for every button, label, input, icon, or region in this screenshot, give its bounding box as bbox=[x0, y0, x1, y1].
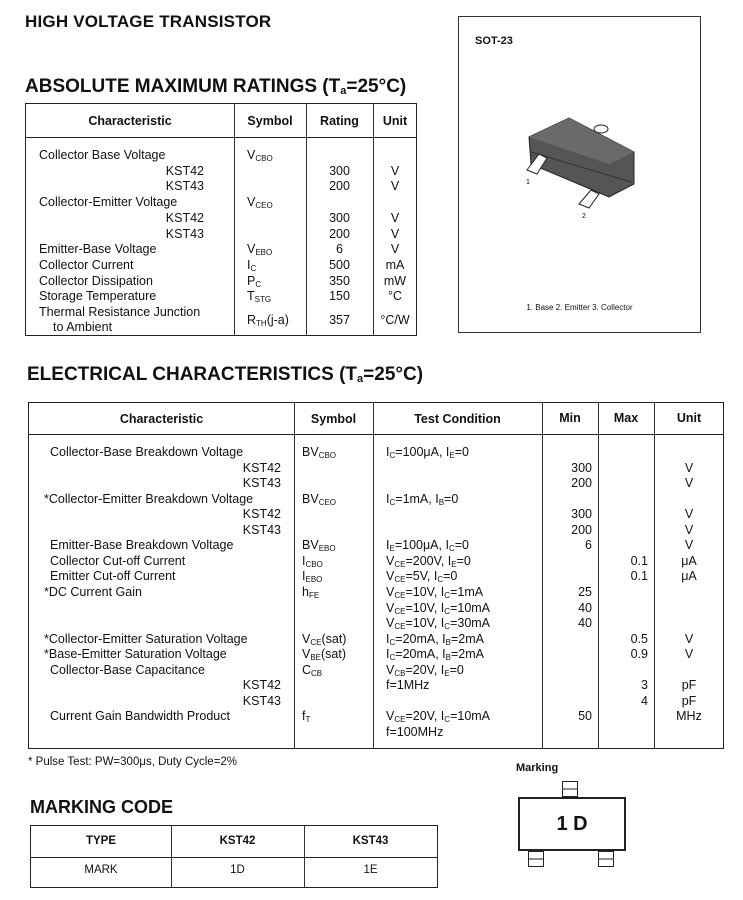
symbol-text: (sat) bbox=[321, 631, 347, 646]
test-condition-text: I bbox=[386, 647, 390, 662]
symbol-subscript: EBO bbox=[305, 575, 323, 585]
characteristic: *DC Current Gain bbox=[44, 584, 142, 599]
test-condition-subscript: E bbox=[444, 668, 450, 678]
unit: V bbox=[390, 226, 400, 241]
table-row bbox=[29, 445, 723, 461]
test-condition-text: =1mA bbox=[450, 584, 484, 599]
test-condition-text: =10V, I bbox=[405, 584, 445, 599]
test-condition-text: =200V, I bbox=[405, 553, 452, 568]
symbol-text: C bbox=[302, 662, 312, 677]
test-condition-text: V bbox=[386, 584, 395, 599]
table-row bbox=[29, 492, 723, 508]
rating: 500 bbox=[329, 257, 350, 272]
test-condition-text: I bbox=[386, 538, 390, 553]
max-value: 0.1 bbox=[630, 553, 648, 568]
marking-pin-left bbox=[528, 851, 544, 867]
characteristic: Collector-Emitter Voltage bbox=[39, 195, 178, 210]
symbol-subscript: CBO bbox=[255, 154, 273, 163]
mark-label: MARK bbox=[84, 864, 118, 876]
characteristic: KST42 bbox=[165, 210, 204, 225]
characteristic: Storage Temperature bbox=[39, 289, 157, 304]
unit: V bbox=[390, 163, 400, 178]
test-condition-text: f=1MHz bbox=[386, 678, 430, 693]
symbol-subscript: FE bbox=[308, 590, 320, 600]
unit: V bbox=[390, 179, 400, 194]
unit: pF bbox=[681, 678, 697, 693]
test-condition-text: =0 bbox=[454, 445, 469, 459]
max-value: 4 bbox=[641, 693, 648, 708]
symbol-base: V bbox=[247, 242, 256, 257]
table-row bbox=[29, 725, 723, 741]
test-condition bbox=[386, 616, 490, 631]
test-condition bbox=[386, 569, 457, 584]
symbol-subscript: T bbox=[305, 715, 311, 725]
table-row bbox=[29, 538, 723, 554]
test-condition-text: =100μA, I bbox=[395, 445, 450, 459]
symbol-subscript: EBO bbox=[318, 544, 336, 554]
symbol-subscript: C bbox=[250, 263, 257, 273]
symbol-text: I bbox=[302, 569, 306, 584]
table-row bbox=[29, 601, 723, 617]
unit: V bbox=[390, 242, 400, 257]
characteristic: *Collector-Emitter Saturation Voltage bbox=[44, 631, 248, 646]
package-name: SOT-23 bbox=[475, 35, 513, 47]
symbol-subscript: TH bbox=[256, 319, 267, 328]
test-condition-subscript: B bbox=[438, 497, 445, 507]
symbol-subscript: CEO bbox=[255, 201, 273, 211]
table-row bbox=[26, 195, 416, 211]
test-condition-text: =2mA bbox=[450, 631, 484, 646]
min-value: 40 bbox=[578, 616, 592, 631]
test-condition-text: =0 bbox=[456, 553, 471, 568]
test-condition-subscript: C bbox=[444, 622, 451, 632]
pulse-test-footnote: * Pulse Test: PW=300μs, Duty Cycle=2% bbox=[28, 756, 238, 768]
test-condition-subscript: C bbox=[389, 653, 396, 663]
rating: 300 bbox=[329, 163, 350, 178]
symbol-text: (sat) bbox=[321, 647, 347, 662]
symbol bbox=[302, 585, 319, 600]
test-condition bbox=[386, 585, 483, 600]
test-condition-text: =10mA bbox=[450, 709, 491, 724]
test-condition-text: =100μA, I bbox=[394, 538, 449, 553]
unit: °C bbox=[387, 289, 403, 304]
symbol-text: I bbox=[302, 553, 306, 568]
characteristic: KST42 bbox=[165, 163, 204, 178]
unit: mW bbox=[383, 273, 407, 288]
rating: 357 bbox=[329, 313, 350, 327]
characteristic: Collector Dissipation bbox=[39, 273, 153, 288]
test-condition bbox=[386, 632, 484, 647]
test-condition-subscript: B bbox=[445, 637, 451, 647]
characteristic-continued: to Ambient bbox=[53, 320, 113, 334]
min-value: 25 bbox=[578, 584, 592, 599]
table-row bbox=[29, 678, 723, 694]
test-condition bbox=[386, 663, 464, 678]
symbol-subscript: CE bbox=[310, 637, 322, 647]
rating: 200 bbox=[329, 226, 350, 241]
test-condition-text: V bbox=[386, 662, 395, 677]
unit: MHz bbox=[676, 709, 702, 724]
header-characteristic: Characteristic bbox=[119, 412, 204, 426]
characteristic: Collector Cut-off Current bbox=[50, 553, 186, 568]
rating: 350 bbox=[329, 273, 350, 288]
marking-diagram-text: 1 D bbox=[556, 813, 588, 835]
table-row bbox=[26, 211, 416, 227]
symbol bbox=[302, 632, 346, 647]
symbol-text: V bbox=[302, 647, 311, 662]
header-type: TYPE bbox=[85, 835, 117, 847]
header-symbol: Symbol bbox=[247, 114, 293, 128]
test-condition-text: V bbox=[386, 569, 395, 584]
symbol bbox=[247, 195, 273, 210]
symbol bbox=[247, 289, 271, 304]
abs-max-heading: ABSOLUTE MAXIMUM RATINGS $(T_a=25^\circ C)$ bbox=[25, 76, 407, 97]
test-condition bbox=[386, 538, 469, 553]
symbol-subscript: C bbox=[255, 279, 262, 289]
table-row bbox=[26, 179, 416, 195]
test-condition-subscript: C bbox=[437, 575, 444, 585]
table-row bbox=[26, 258, 416, 274]
characteristic: KST42 bbox=[242, 507, 281, 522]
test-condition bbox=[386, 601, 490, 616]
characteristic: Emitter-Base Breakdown Voltage bbox=[50, 538, 234, 553]
table-row bbox=[26, 274, 416, 290]
characteristic: Collector-Base Capacitance bbox=[50, 662, 205, 677]
unit: V bbox=[684, 522, 694, 537]
table-row bbox=[26, 305, 416, 334]
test-condition-subscript: CE bbox=[394, 575, 406, 585]
header-kst43: KST43 bbox=[352, 835, 389, 847]
symbol bbox=[247, 242, 272, 257]
test-condition bbox=[386, 678, 429, 692]
unit: pF bbox=[681, 693, 697, 708]
test-condition-text: =10V, I bbox=[405, 600, 445, 615]
test-condition-text: I bbox=[386, 491, 390, 506]
unit: mA bbox=[385, 257, 405, 272]
symbol bbox=[302, 538, 336, 553]
pin-1-label: 1 bbox=[526, 179, 530, 186]
header-kst42: KST42 bbox=[219, 835, 256, 847]
characteristic: Collector Current bbox=[39, 257, 134, 272]
symbol-subscript: CBO bbox=[305, 559, 323, 569]
test-condition-subscript: B bbox=[445, 653, 451, 663]
test-condition bbox=[386, 445, 469, 460]
test-condition-text: V bbox=[386, 553, 395, 568]
max-value: 0.5 bbox=[630, 631, 648, 646]
table-row bbox=[26, 242, 416, 258]
table-row bbox=[29, 616, 723, 632]
test-condition-text: =20mA, I bbox=[395, 647, 446, 662]
marking-pin-right bbox=[598, 851, 614, 867]
test-condition-subscript: E bbox=[389, 544, 395, 554]
rating: 150 bbox=[329, 289, 350, 304]
mark-kst42: 1D bbox=[230, 864, 245, 876]
pinout-caption: 1. Base 2. Emitter 3. Collector bbox=[526, 303, 633, 312]
test-condition-subscript: C bbox=[389, 451, 396, 460]
max-value: 0.1 bbox=[630, 569, 648, 584]
characteristic: Emitter Cut-off Current bbox=[50, 569, 176, 584]
test-condition-subscript: E bbox=[451, 559, 457, 569]
symbol-text: f bbox=[302, 709, 306, 724]
header-characteristic: Characteristic bbox=[88, 114, 172, 128]
min-value: 40 bbox=[578, 600, 592, 615]
table-row bbox=[29, 709, 723, 725]
pin-2-label: 2 bbox=[582, 213, 586, 220]
table-row bbox=[29, 585, 723, 601]
table-row bbox=[29, 569, 723, 585]
table-row bbox=[29, 663, 723, 679]
characteristic: Current Gain Bandwidth Product bbox=[50, 709, 230, 724]
test-condition-subscript: CE bbox=[394, 715, 406, 725]
table-row bbox=[26, 227, 416, 243]
symbol-base: R bbox=[247, 313, 257, 327]
characteristic: KST43 bbox=[242, 693, 281, 708]
characteristic: KST43 bbox=[165, 179, 204, 194]
table-row bbox=[29, 523, 723, 539]
symbol-subscript: CB bbox=[311, 668, 323, 678]
test-condition-subscript: E bbox=[449, 451, 455, 460]
unit: μA bbox=[681, 553, 697, 568]
symbol bbox=[247, 274, 261, 289]
symbol-subscript: STG bbox=[254, 295, 272, 305]
symbol-suffix: (j-a) bbox=[266, 313, 289, 327]
unit: V bbox=[684, 631, 694, 646]
test-condition bbox=[386, 554, 471, 569]
symbol-text: BV bbox=[302, 538, 319, 553]
header-max: Max bbox=[613, 411, 639, 425]
test-condition-text: =0 bbox=[443, 569, 458, 584]
table-row bbox=[26, 164, 416, 180]
absolute-maximum-ratings-table bbox=[25, 103, 417, 336]
characteristic: KST43 bbox=[242, 476, 281, 491]
table-row bbox=[29, 632, 723, 648]
characteristic: Emitter-Base Voltage bbox=[39, 242, 157, 257]
min-value: 200 bbox=[571, 476, 592, 491]
table-row bbox=[29, 461, 723, 477]
characteristic: Thermal Resistance Junction bbox=[39, 305, 201, 319]
electrical-characteristics-heading: ELECTRICAL CHARACTERISTICS $(T_a=25^\circ C)$ bbox=[27, 364, 424, 385]
test-condition-subscript: CE bbox=[394, 590, 406, 600]
symbol bbox=[302, 663, 322, 678]
test-condition-text: I bbox=[386, 445, 390, 459]
symbol bbox=[302, 647, 346, 662]
symbol-subscript: BE bbox=[310, 653, 322, 663]
unit: V bbox=[684, 538, 694, 553]
test-condition-subscript: C bbox=[444, 715, 451, 725]
symbol-base: V bbox=[247, 148, 256, 162]
mark-kst43: 1E bbox=[363, 864, 378, 876]
test-condition bbox=[386, 492, 458, 507]
symbol bbox=[302, 709, 310, 724]
characteristic: KST42 bbox=[242, 678, 281, 693]
symbol bbox=[302, 554, 323, 569]
symbol-text: h bbox=[302, 584, 309, 599]
symbol bbox=[247, 258, 256, 273]
test-condition-subscript: CE bbox=[394, 606, 406, 616]
table-row bbox=[29, 554, 723, 570]
test-condition-subscript: C bbox=[444, 606, 451, 616]
test-condition-text: =0 bbox=[449, 662, 464, 677]
test-condition-text: V bbox=[386, 616, 395, 631]
sot23-package-icon bbox=[519, 112, 649, 222]
characteristic: *Collector-Emitter Breakdown Voltage bbox=[44, 491, 254, 506]
header-min: Min bbox=[559, 411, 581, 425]
table-row bbox=[29, 647, 723, 663]
marking-pin-top bbox=[562, 781, 578, 797]
symbol-base: V bbox=[247, 195, 256, 210]
test-condition-text: f=100MHz bbox=[386, 724, 444, 739]
test-condition-subscript: C bbox=[448, 544, 455, 554]
test-condition-text: =1mA, I bbox=[395, 491, 439, 506]
test-condition-subscript: CE bbox=[394, 559, 406, 569]
characteristic: KST43 bbox=[165, 226, 204, 241]
unit: V bbox=[390, 210, 400, 225]
characteristic: *Base-Emitter Saturation Voltage bbox=[44, 647, 227, 662]
marking-label: Marking bbox=[516, 762, 559, 774]
test-condition-text: =20V, I bbox=[405, 709, 445, 724]
characteristic: Collector-Base Breakdown Voltage bbox=[50, 445, 244, 459]
test-condition-text: V bbox=[386, 709, 395, 724]
page-title: HIGH VOLTAGE TRANSISTOR bbox=[25, 12, 272, 31]
unit: V bbox=[684, 476, 694, 491]
electrical-characteristics-table bbox=[28, 402, 724, 749]
characteristic: KST43 bbox=[242, 522, 281, 537]
symbol-base: T bbox=[247, 289, 255, 304]
max-value: 0.9 bbox=[630, 647, 648, 662]
unit: V bbox=[684, 507, 694, 522]
rating: 6 bbox=[336, 242, 343, 257]
test-condition-text: =30mA bbox=[450, 616, 491, 631]
symbol-base: P bbox=[247, 273, 256, 288]
symbol-text: V bbox=[302, 631, 311, 646]
test-condition bbox=[386, 647, 484, 662]
rating: 300 bbox=[329, 210, 350, 225]
table-row bbox=[29, 476, 723, 492]
symbol-text: BV bbox=[302, 445, 319, 459]
test-condition bbox=[386, 709, 490, 724]
table-row bbox=[26, 289, 416, 305]
max-value: 3 bbox=[641, 678, 648, 693]
min-value: 200 bbox=[571, 522, 592, 537]
min-value: 300 bbox=[571, 460, 592, 475]
test-condition-subscript: C bbox=[444, 590, 451, 600]
header-unit: Unit bbox=[676, 411, 702, 425]
marking-diagram-body bbox=[518, 797, 626, 851]
test-condition bbox=[386, 725, 443, 739]
marking-code-table bbox=[30, 825, 438, 888]
table-row bbox=[26, 148, 416, 164]
header-test-condition: Test Condition bbox=[414, 412, 501, 426]
characteristic: Collector Base Voltage bbox=[39, 148, 166, 162]
symbol-subscript: CBO bbox=[318, 451, 337, 460]
symbol-base: I bbox=[247, 257, 251, 272]
symbol bbox=[302, 569, 322, 584]
test-condition-text: =20mA, I bbox=[395, 631, 446, 646]
test-condition-text: =0 bbox=[454, 538, 469, 553]
min-value: 6 bbox=[585, 538, 592, 553]
characteristic: KST42 bbox=[242, 460, 281, 475]
unit: °C/W bbox=[380, 313, 410, 327]
test-condition-text: =0 bbox=[444, 491, 459, 506]
test-condition-text: =10mA bbox=[450, 600, 491, 615]
test-condition-text: =20V, I bbox=[405, 662, 445, 677]
symbol bbox=[247, 313, 289, 328]
test-condition-text: =5V, I bbox=[405, 569, 438, 584]
test-condition-text: =10V, I bbox=[405, 616, 445, 631]
min-value: 50 bbox=[578, 709, 592, 724]
test-condition-subscript: CE bbox=[394, 622, 406, 632]
unit: V bbox=[684, 647, 694, 662]
marking-code-heading: MARKING CODE bbox=[30, 797, 173, 817]
symbol bbox=[302, 492, 336, 507]
test-condition-text: =2mA bbox=[450, 647, 484, 662]
symbol bbox=[302, 445, 336, 460]
header-symbol: Symbol bbox=[310, 412, 357, 426]
header-unit: Unit bbox=[382, 114, 408, 128]
test-condition-text: V bbox=[386, 600, 395, 615]
test-condition-subscript: C bbox=[389, 497, 396, 507]
header-rating: Rating bbox=[320, 114, 359, 128]
symbol-subscript: EBO bbox=[255, 248, 273, 258]
rating: 200 bbox=[329, 179, 350, 194]
table-row bbox=[29, 507, 723, 523]
test-condition-text: I bbox=[386, 631, 390, 646]
table-row bbox=[29, 694, 723, 710]
symbol-text: BV bbox=[302, 491, 319, 506]
test-condition-subscript: CB bbox=[394, 668, 406, 678]
test-condition-subscript: C bbox=[389, 637, 396, 647]
package-diagram-box bbox=[458, 16, 701, 333]
symbol-subscript: CEO bbox=[318, 497, 337, 507]
unit: V bbox=[684, 460, 694, 475]
unit: μA bbox=[681, 569, 697, 584]
min-value: 300 bbox=[571, 507, 592, 522]
symbol bbox=[247, 148, 273, 163]
